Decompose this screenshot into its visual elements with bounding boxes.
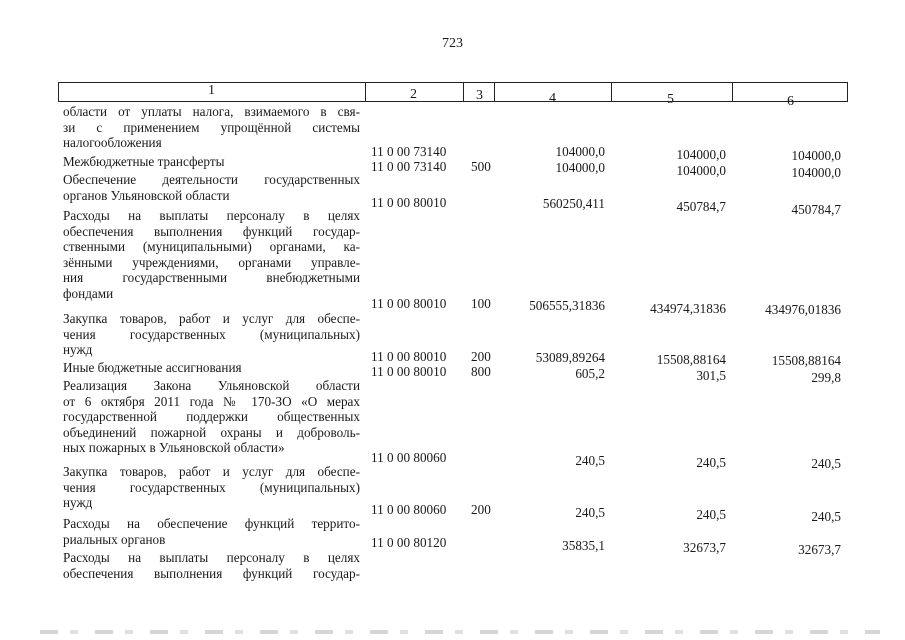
- table-row-description: Иные бюджетные ассигнования: [63, 360, 242, 375]
- table-row-code: 11 0 00 80060: [371, 450, 447, 465]
- table-row-description: Обеспечение деятельности государственных органов Ульяновской области: [63, 172, 360, 203]
- table-row-col4: 560250,411: [542, 196, 605, 211]
- table-row-description: Расходы на обеспечение функций террито- риальных органов: [63, 516, 360, 547]
- table-row-vr: 500: [471, 159, 491, 174]
- table-row-code: 11 0 00 73140: [371, 144, 447, 159]
- table-row-col5: 240,5: [696, 455, 726, 470]
- table-row-col4: 240,5: [575, 505, 605, 520]
- table-row-col5: 434974,31836: [650, 301, 726, 316]
- scan-artifacts: [40, 630, 880, 634]
- header-col-6: 6: [787, 94, 794, 109]
- table-row-col6: 240,5: [811, 509, 841, 524]
- table-row-col6: 299,8: [811, 370, 841, 385]
- page-number: 723: [442, 36, 463, 51]
- table-row-code: 11 0 00 80010: [371, 296, 447, 311]
- table-row-description: области от уплаты налога, взимаемого в свя- зи с применением упрощённой системы налогообложения: [63, 104, 360, 151]
- table-row-description: Закупка товаров, работ и услуг для обеспе- чения государственных (муниципальных) нужд: [63, 311, 360, 358]
- table-row-col6: 450784,7: [791, 202, 841, 217]
- table-row-description: Закупка товаров, работ и услуг для обеспе- чения государственных (муниципальных) нужд: [63, 464, 360, 511]
- table-row-col5: 104000,0: [676, 147, 726, 162]
- table-row-code: 11 0 00 80120: [371, 535, 447, 550]
- table-row-vr: 200: [471, 502, 491, 517]
- table-row-col5: 450784,7: [676, 199, 726, 214]
- table-row-col5: 104000,0: [676, 163, 726, 178]
- table-row-code: 11 0 00 80060: [371, 502, 447, 517]
- header-col-1: 1: [208, 83, 215, 98]
- table-row-description: Межбюджетные трансферты: [63, 154, 225, 169]
- header-col-2: 2: [410, 87, 417, 102]
- table-row-col4: 53089,89264: [535, 350, 605, 365]
- table-row-code: 11 0 00 73140: [371, 159, 447, 174]
- table-row-col6: 240,5: [811, 456, 841, 471]
- table-row-col5: 32673,7: [683, 540, 726, 555]
- table-row-col6: 104000,0: [791, 148, 841, 163]
- table-row-col6: 104000,0: [791, 165, 841, 180]
- table-row-col4: 104000,0: [555, 160, 605, 175]
- table-row-col5: 240,5: [696, 507, 726, 522]
- table-row-code: 11 0 00 80010: [371, 364, 447, 379]
- table-row-col4: 104000,0: [555, 144, 605, 159]
- table-row-col4: 35835,1: [562, 538, 605, 553]
- table-row-col4: 240,5: [575, 453, 605, 468]
- table-row-description: Реализация Закона Ульяновской области от 6 октября 2011 года № 170-ЗО «О мерах государственной поддержки общественных объединений пожарной охраны и доброволь- ных пожарных в Ульяновской области»: [63, 378, 360, 456]
- table-row-vr: 100: [471, 296, 491, 311]
- table-row-vr: 200: [471, 349, 491, 364]
- table-row-col6: 15508,88164: [771, 353, 841, 368]
- table-row-col5: 301,5: [696, 368, 726, 383]
- table-row-description: Расходы на выплаты персоналу в целях обеспечения выполнения функций государ- ственными (муниципальными) органами, ка- зёнными учреждениями, органами управле- ния государственными внебюджетными фондами: [63, 208, 360, 301]
- table-row-col4: 506555,31836: [529, 298, 605, 313]
- table-row-col6: 32673,7: [798, 542, 841, 557]
- table-row-col4: 605,2: [575, 366, 605, 381]
- table-row-code: 11 0 00 80010: [371, 349, 447, 364]
- table-row-description: Расходы на выплаты персоналу в целях обеспечения выполнения функций государ-: [63, 550, 360, 581]
- header-col-3: 3: [476, 88, 483, 103]
- table-row-col5: 15508,88164: [656, 352, 726, 367]
- table-row-col6: 434976,01836: [765, 302, 841, 317]
- header-col-4: 4: [549, 91, 556, 106]
- table-row-code: 11 0 00 80010: [371, 195, 447, 210]
- table-row-vr: 800: [471, 364, 491, 379]
- header-col-5: 5: [667, 92, 674, 107]
